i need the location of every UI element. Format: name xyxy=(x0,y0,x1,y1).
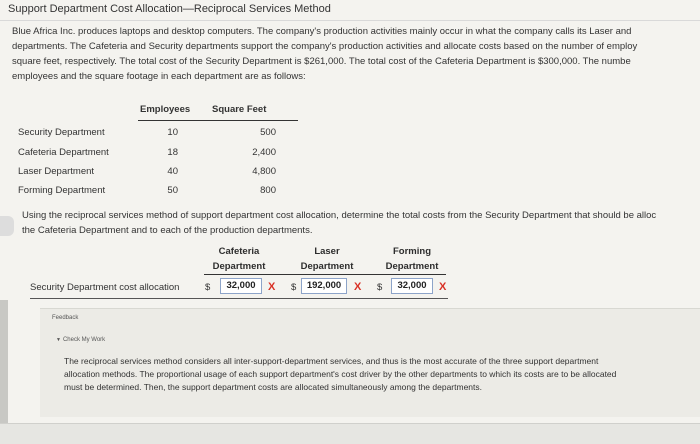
row-underline xyxy=(30,298,448,299)
table-row xyxy=(18,185,288,203)
question-line: the Cafeteria Department and to each of the production departments. xyxy=(22,225,313,236)
row-employees: 50 xyxy=(167,185,178,196)
column-header-line: Forming xyxy=(393,246,431,257)
check-my-work-label: Check My Work xyxy=(62,337,106,343)
row-department: Forming Department xyxy=(18,185,106,196)
currency-symbol: $ xyxy=(291,282,297,293)
row-employees: 18 xyxy=(167,147,178,158)
row-department: Laser Department xyxy=(18,166,95,177)
laser-allocation-input[interactable] xyxy=(301,278,347,294)
cafeteria-allocation-input[interactable] xyxy=(220,278,262,294)
title-divider xyxy=(0,20,700,21)
bottom-bar xyxy=(0,423,700,444)
feedback-text xyxy=(64,355,684,394)
column-header-laser xyxy=(292,244,362,274)
question-text xyxy=(22,208,700,238)
row-square-feet: 4,800 xyxy=(252,166,276,177)
column-header-line: Department xyxy=(212,261,266,272)
intro-line: Blue Africa Inc. produces laptops and desktop computers. The company's production activities mainly occur in what the company calls its Laser and xyxy=(12,26,632,37)
row-square-feet: 2,400 xyxy=(252,147,276,158)
header-underline xyxy=(138,120,298,121)
column-header-line: Cafeteria xyxy=(218,246,260,257)
allocation-row-label: Security Department cost allocation xyxy=(30,282,180,293)
column-header-line: Department xyxy=(300,261,354,272)
check-my-work-link[interactable] xyxy=(56,337,105,343)
incorrect-x-icon: X xyxy=(354,281,362,293)
table-row xyxy=(18,127,288,145)
currency-symbol: $ xyxy=(377,282,383,293)
side-tab-handle[interactable] xyxy=(0,216,14,236)
column-header-line: Department xyxy=(385,261,439,272)
forming-allocation-input[interactable] xyxy=(391,278,433,294)
expand-triangle-icon: ▼ xyxy=(56,337,61,343)
column-header-cafeteria xyxy=(204,244,274,274)
feedback-panel xyxy=(40,308,700,417)
header-employees: Employees xyxy=(140,104,191,115)
feedback-line: must be determined. Then, the support department costs are allocated simultaneously among the departments. xyxy=(64,382,482,392)
row-square-feet: 800 xyxy=(260,185,276,196)
row-department: Security Department xyxy=(18,127,105,138)
row-employees: 40 xyxy=(167,166,178,177)
feedback-line: allocation methods. The proportional usage of each support department's cost driver by the other departments to which its costs are to be allocated xyxy=(64,369,617,379)
feedback-line: The reciprocal services method considers all inter-support-department services, and thus is the most accurate of the three support department xyxy=(64,356,599,366)
table-row xyxy=(18,147,288,165)
column-header-line: Laser xyxy=(314,246,340,257)
left-edge-strip xyxy=(0,300,8,440)
incorrect-x-icon: X xyxy=(268,281,276,293)
incorrect-x-icon: X xyxy=(439,281,447,293)
intro-line: square feet, respectively. The total cost of the Security Department is $261,000. The total cost of the Cafeteria Department is $300,000. The numbe xyxy=(12,56,631,67)
intro-line: employees and the square footage in each department are as follows: xyxy=(12,71,306,82)
row-department: Cafeteria Department xyxy=(18,147,109,158)
question-line: Using the reciprocal services method of support department cost allocation, determine the total costs from the Security Department that should be alloc xyxy=(22,210,657,221)
column-header-underline xyxy=(204,274,446,275)
row-employees: 10 xyxy=(167,127,178,138)
table-row xyxy=(18,166,288,184)
feedback-label: Feedback xyxy=(52,315,79,321)
header-square-feet: Square Feet xyxy=(212,104,267,115)
problem-intro xyxy=(12,24,700,84)
currency-symbol: $ xyxy=(205,282,211,293)
column-header-forming xyxy=(377,244,447,274)
intro-line: departments. The Cafeteria and Security departments support the company's production activities and allocate costs based on the number of employ xyxy=(12,41,638,52)
row-square-feet: 500 xyxy=(260,127,276,138)
page-title: Support Department Cost Allocation—Reciprocal Services Method xyxy=(8,3,331,15)
